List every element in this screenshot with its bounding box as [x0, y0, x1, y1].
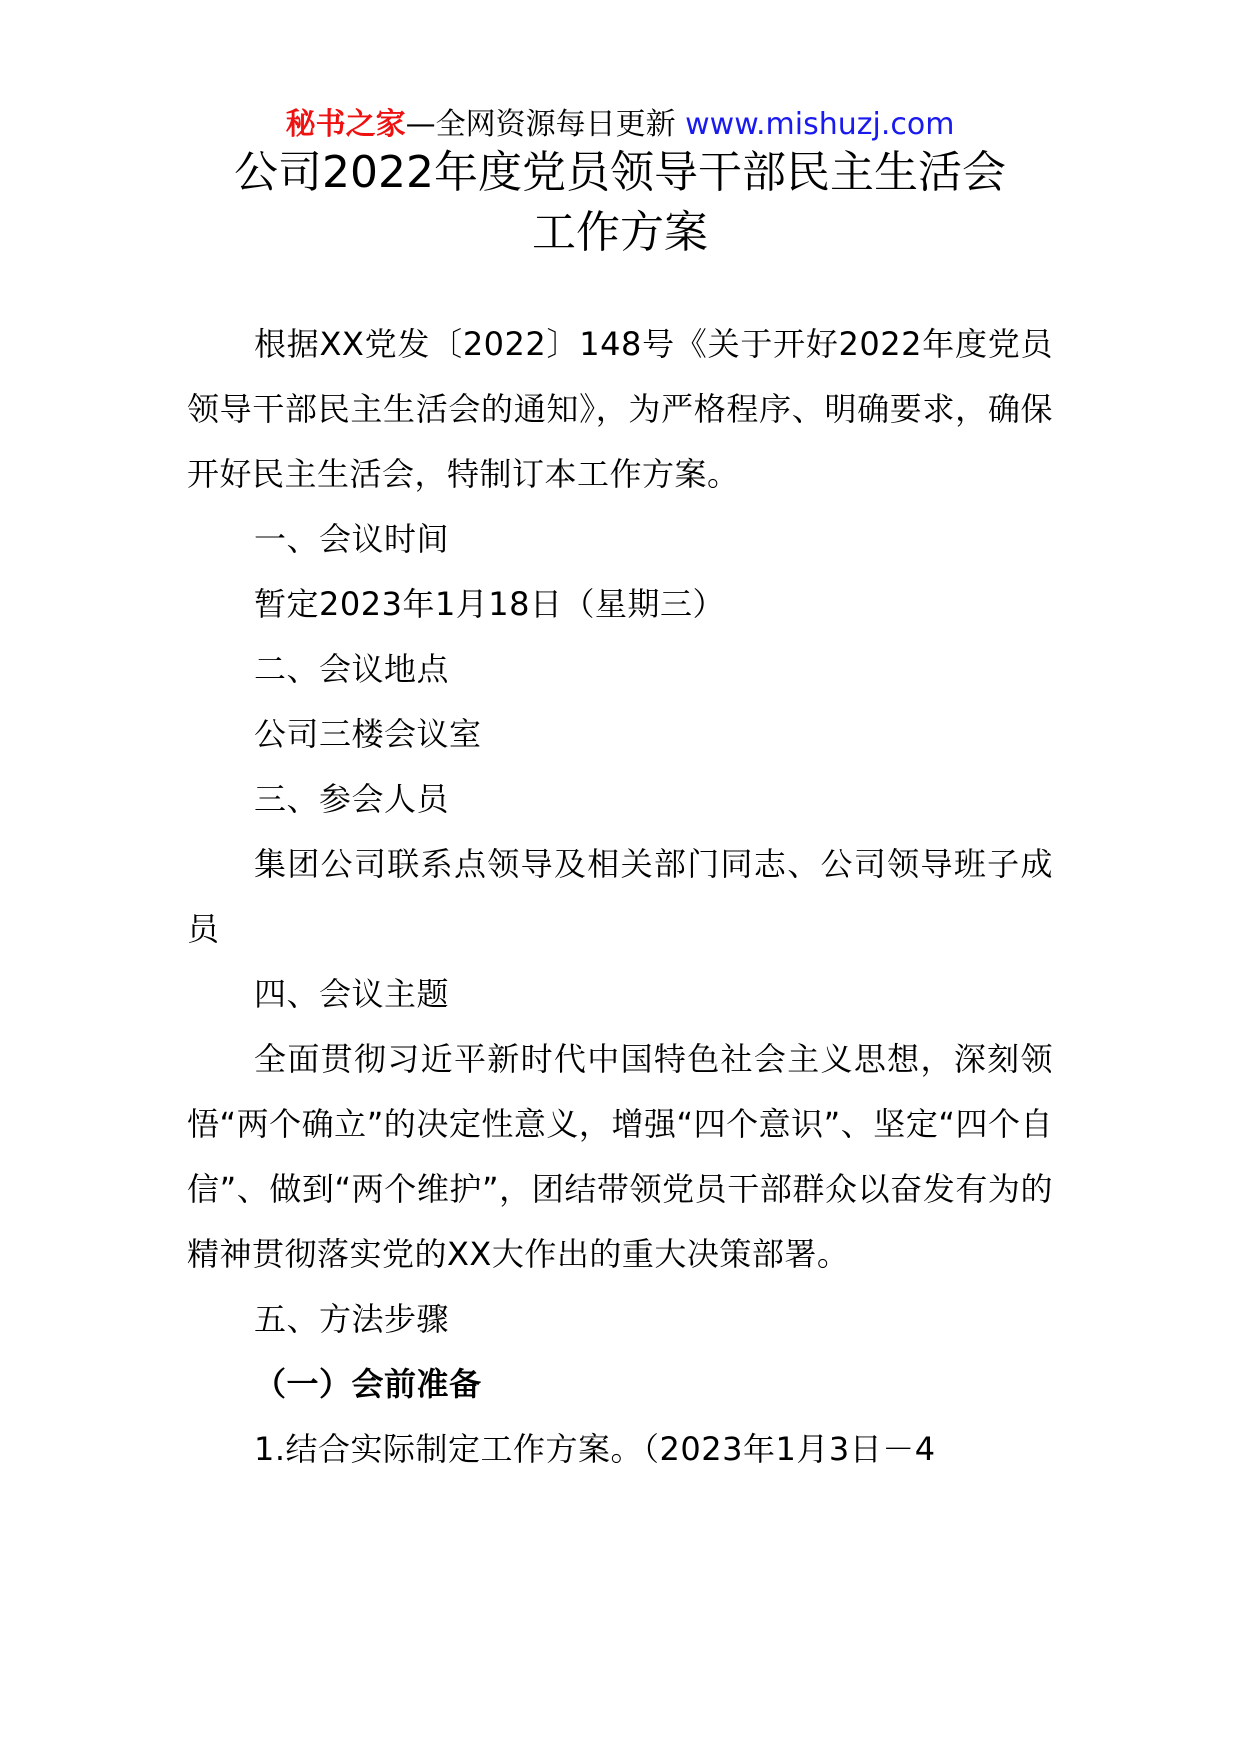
section-heading-attendees: 三、参会人员 [254, 780, 450, 818]
meeting-location: 公司三楼会议室 [254, 715, 482, 753]
step-item-1: 1.结合实际制定工作方案。（2023年1月3日－4 [254, 1430, 936, 1468]
section-heading-theme: 四、会议主题 [254, 975, 450, 1013]
meeting-theme: 全面贯彻习近平新时代中国特色社会主义思想，深刻领悟“两个确立”的决定性意义，增强“四个意识”、坚定“四个自信”、做到“两个维护”，团结带领党员干部群众以奋发有为的精神贯彻落实党的XX大作出的重大决策部署。 [187, 1040, 1053, 1273]
site-url-link[interactable]: www.mishuzj.com [685, 107, 955, 142]
document-body [187, 312, 1053, 1482]
site-brand: 秘书之家 [285, 107, 406, 142]
section-heading-steps: 五、方法步骤 [254, 1300, 450, 1338]
meeting-time: 暂定2023年1月18日（星期三） [254, 585, 726, 623]
intro-paragraph: 根据XX党发〔2022〕148号《关于开好2022年度党员领导干部民主生活会的通知》，为严格程序、明确要求，确保开好民主生活会，特制订本工作方案。 [187, 325, 1053, 493]
document-title-line-2: 工作方案 [532, 207, 708, 258]
site-tagline: —全网资源每日更新 [405, 107, 686, 142]
meeting-attendees: 集团公司联系点领导及相关部门同志、公司领导班子成员 [187, 845, 1053, 948]
subsection-heading-preparation: （一）会前准备 [254, 1365, 482, 1403]
section-heading-time: 一、会议时间 [254, 520, 450, 558]
section-heading-location: 二、会议地点 [254, 650, 450, 688]
document-title-line-1: 公司2022年度党员领导干部民主生活会 [234, 147, 1006, 198]
